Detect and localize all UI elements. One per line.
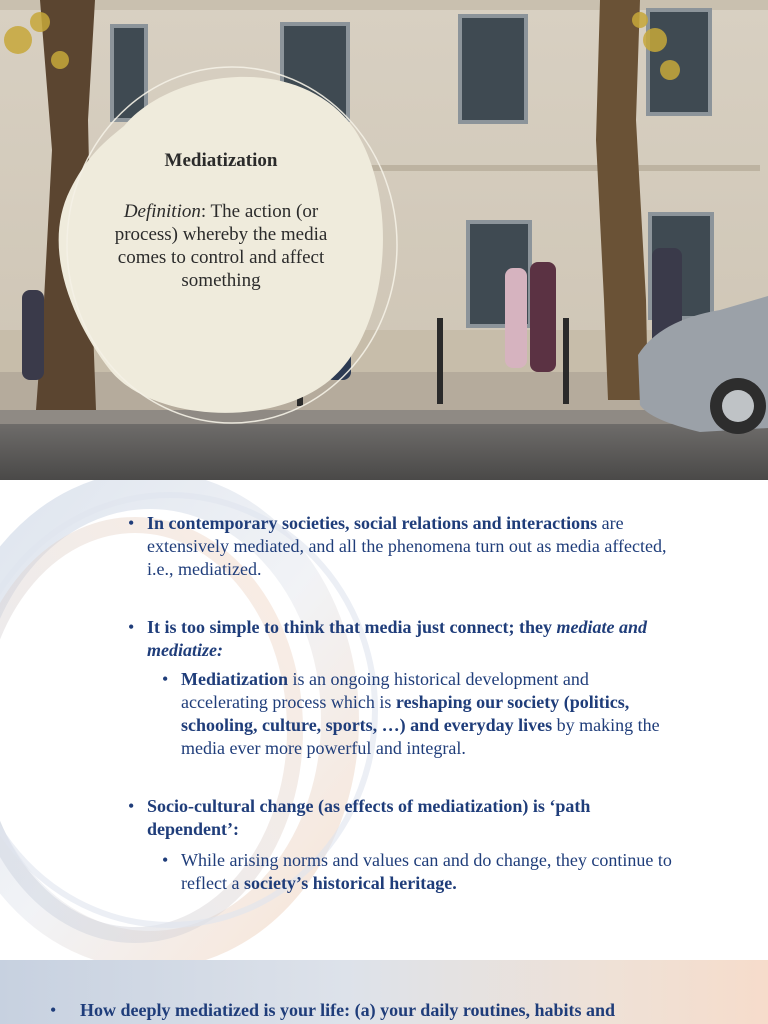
bullet-dot: •: [50, 1000, 57, 1020]
sub-bullet-2: [162, 668, 751, 760]
bullet-list: [0, 480, 768, 960]
bullet-2: [128, 616, 757, 662]
slide-photo: [0, 0, 768, 480]
bullet-3-line1: Socio-cultural change (as effects of mediatization) is ‘path: [147, 796, 591, 816]
sub-bullet-2-bold: Mediatization: [181, 669, 288, 689]
sub-bullet-3: [162, 849, 751, 895]
sub-bullet-2-line4: media ever more powerful and integral.: [181, 738, 466, 758]
bullet-dot: •: [128, 617, 135, 637]
bullet-2-italic: mediate and: [556, 617, 647, 637]
bullet-1-text: are: [597, 513, 624, 533]
bullet-2-bold: It is too simple to think that media just connect; they: [147, 617, 557, 637]
sub-bullet-3-line2-bold: society’s historical heritage.: [243, 873, 457, 893]
bullet-1-bold: In contemporary societies, social relations and interactions: [147, 513, 598, 533]
sub-bullet-2-line3-bold: schooling, culture, sports, …) and everyday lives: [181, 715, 553, 735]
definition-block: [92, 150, 350, 292]
sub-bullet-3-line2: reflect a: [181, 873, 244, 893]
bullet-3: [128, 795, 757, 841]
bullet-2-italic-line2: mediatize:: [147, 640, 223, 660]
bullet-dot: •: [162, 669, 169, 689]
definition-label: Definition: [123, 201, 201, 222]
bullet-dot: •: [162, 850, 169, 870]
bullet-dot: •: [128, 513, 135, 533]
slide-question: [0, 960, 768, 1024]
sub-bullet-2-text: is an ongoing historical development and: [287, 669, 589, 689]
slide-title: Mediatization: [164, 150, 278, 171]
bullet-1-line3: i.e., mediatized.: [147, 559, 262, 579]
sub-bullet-2-line3: by making the: [552, 715, 660, 735]
question-bullet: How deeply mediatized is your life: (a) your daily routines, habits and: [80, 1000, 616, 1020]
bullet-3-line2: dependent’:: [147, 819, 240, 839]
sub-bullet-3-line1: While arising norms and values can and do change, they continue to: [181, 850, 672, 870]
definition-paragraph: [92, 200, 350, 292]
bullet-dot: •: [128, 796, 135, 816]
definition-text: : The action (or process) whereby the media comes to control and affect something: [114, 201, 328, 291]
sub-bullet-2-line2-bold: reshaping our society (politics,: [395, 692, 630, 712]
sub-bullet-2-line2: accelerating process which is: [181, 692, 396, 712]
bullet-1: [128, 512, 757, 581]
slide-bullets: [0, 480, 768, 960]
bullet-1-line2: extensively mediated, and all the phenomena turn out as media affected,: [147, 536, 667, 556]
